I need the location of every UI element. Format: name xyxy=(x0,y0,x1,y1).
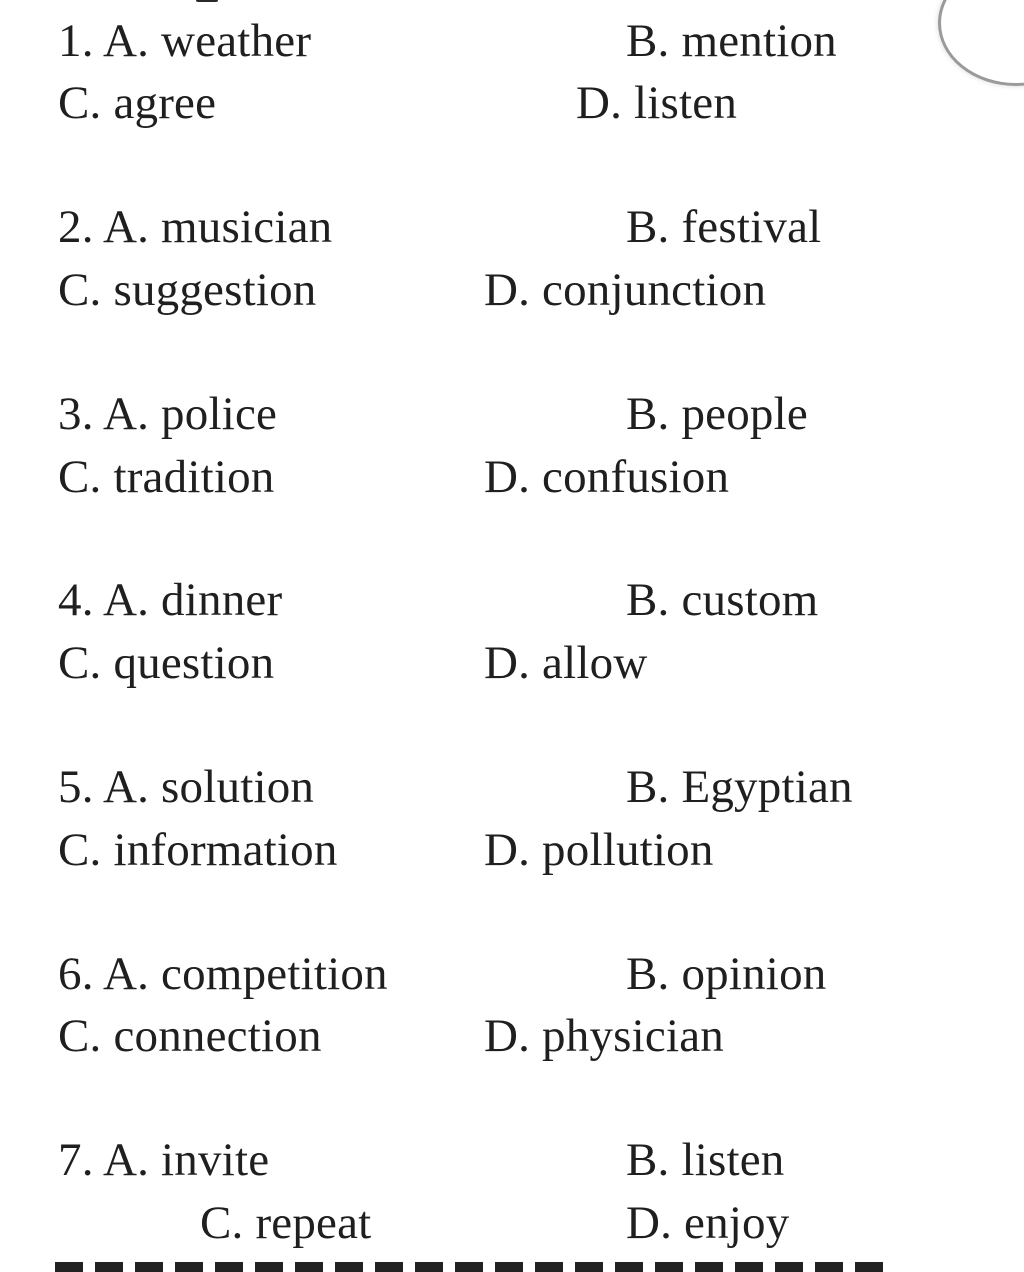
option-a: 5. A. solution xyxy=(58,761,315,813)
option-d: D. allow xyxy=(484,637,648,689)
option-a: 4. A. dinner xyxy=(58,574,283,626)
cropped-heading-fragment xyxy=(55,1262,895,1272)
option-d: D. confusion xyxy=(484,451,730,503)
option-c: C. agree xyxy=(58,77,217,129)
option-c: C. repeat xyxy=(200,1197,372,1249)
option-a: 3. A. police xyxy=(58,388,278,440)
option-b: B. custom xyxy=(626,574,819,626)
option-b: B. festival xyxy=(626,201,822,253)
option-a: 2. A. musician xyxy=(58,201,333,253)
option-c: C. tradition xyxy=(58,451,275,503)
option-d: D. listen xyxy=(576,77,738,129)
option-d: D. pollution xyxy=(484,824,714,876)
option-d: D. enjoy xyxy=(626,1197,790,1249)
option-b: B. people xyxy=(626,388,808,440)
option-d: D. physician xyxy=(484,1010,724,1062)
option-c: C. information xyxy=(58,824,338,876)
option-a: 6. A. competition xyxy=(58,948,388,1000)
cropped-text-fragment xyxy=(196,0,218,2)
option-b: B. opinion xyxy=(626,948,827,1000)
option-c: C. suggestion xyxy=(58,264,317,316)
option-b: B. listen xyxy=(626,1134,785,1186)
option-b: B. mention xyxy=(626,15,837,67)
option-c: C. question xyxy=(58,637,275,689)
option-a: 1. A. weather xyxy=(58,15,312,67)
option-b: B. Egyptian xyxy=(626,761,853,813)
option-a: 7. A. invite xyxy=(58,1134,270,1186)
corner-shape xyxy=(938,0,1024,86)
option-c: C. connection xyxy=(58,1010,322,1062)
option-d: D. conjunction xyxy=(484,264,767,316)
